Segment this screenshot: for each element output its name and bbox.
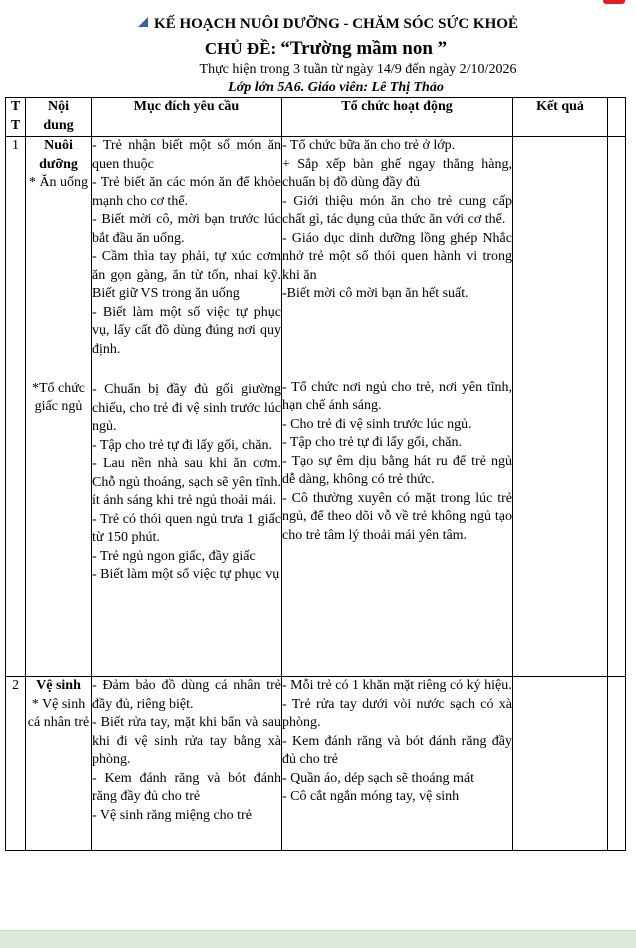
bottom-status-band	[0, 930, 636, 948]
purpose-item: - Cầm thìa tay phải, tự xúc cơm ăn gọn gàng, ăn từ tốn, nhai kỹ. Biết giữ VS trong ăn uống	[92, 249, 281, 301]
activity-item: - Kem đánh răng và bót đánh răng đầy đủ cho trẻ	[282, 733, 512, 767]
purpose-item: - Trẻ nhận biết một số món ăn quen thuộc	[92, 138, 281, 172]
purpose-cell	[92, 137, 282, 677]
table-row	[6, 137, 626, 677]
activity-item: - Tạo sự êm dịu bằng hát ru để trẻ ngủ dễ dàng, không có trẻ thức.	[282, 453, 512, 487]
purpose-cell	[92, 677, 282, 851]
column-header-activities: Tổ chức hoạt động	[282, 98, 513, 137]
extra-cell	[608, 677, 626, 851]
content-main-label: Vệ sinh	[36, 678, 81, 693]
purpose-item: - Trẻ có thói quen ngủ trưa 1 giấc từ 150 phút.	[92, 511, 281, 545]
purpose-item: - Biết rửa tay, mặt khi bẩn và sau khi đi vệ sinh rửa tay bằng xà phòng.	[92, 715, 281, 767]
document-title-text: KẾ HOẠCH NUÔI DƯỠNG - CHĂM SÓC SỨC KHOẺ	[154, 16, 518, 32]
content-sub-label-hygiene: * Vệ sinh cá nhân trẻ	[27, 696, 90, 730]
row-number: 2	[6, 677, 26, 851]
column-header-purpose: Mục đích yêu cầu	[92, 98, 282, 137]
column-header-tt: T T	[6, 98, 26, 137]
theme-label: CHỦ ĐỀ:	[204, 39, 277, 58]
purpose-item: - Tập cho trẻ tự đi lấy gối, chăn.	[92, 437, 272, 453]
purpose-item: - Biết làm một số việc tự phục vụ, lấy cất đồ dùng đúng nơi quy định.	[92, 304, 281, 357]
activity-item: - Tập cho trẻ tự đi lấy gối, chăn.	[282, 435, 462, 450]
row-content-cell	[26, 677, 92, 851]
theme-value: “Trường mầm non ”	[280, 38, 448, 59]
period-line: Thực hiện trong 3 tuần từ ngày 14/9 đến ngày 2/10/2026	[199, 62, 517, 77]
activities-cell	[282, 677, 513, 851]
purpose-item: - Biết làm một số việc tự phục vụ	[92, 567, 280, 582]
window-corner-mark	[603, 0, 625, 4]
theme-line	[8, 38, 636, 60]
activities-cell	[282, 137, 513, 677]
activity-item: - Cho trẻ đi vệ sinh trước lúc ngủ.	[282, 416, 472, 432]
row-content-cell	[26, 137, 92, 677]
purpose-item: - Biết mời cô, mời bạn trước lúc bắt đầu ăn uống.	[92, 212, 281, 246]
table-row	[6, 677, 626, 851]
document-title	[10, 16, 636, 33]
result-cell	[513, 677, 608, 851]
content-main-label: Nuôi dưỡng	[39, 138, 78, 172]
activity-item: - Quần áo, dép sạch sẽ thoáng mát	[282, 770, 475, 786]
activity-item: - Tổ chức nơi ngủ cho trẻ, nơi yên tĩnh, hạn chế ánh sáng.	[282, 379, 512, 413]
activity-item: - Cô cắt ngắn móng tay, vệ sinh	[282, 789, 460, 804]
row-number: 1	[6, 137, 26, 677]
activity-item: - Trẻ rửa tay dưới vòi nước sạch có xà phòng.	[282, 696, 512, 730]
activity-item: - Tổ chức bữa ăn cho trẻ ở lớp.	[282, 138, 456, 153]
activity-item: - Mỗi trẻ có 1 khăn mặt riêng có ký hiệu.	[282, 678, 512, 693]
purpose-item: - Chuẩn bị đầy đủ gối giường chiếu, cho trẻ đi vệ sinh trước lúc ngủ.	[92, 382, 281, 434]
activity-item: + Sắp xếp bàn ghế ngay thẳng hàng, chuẩn bị đồ dùng đầy đủ	[282, 156, 512, 190]
content-sub-label-eating: * Ăn uống	[28, 175, 89, 190]
activity-item: - Giáo dục dinh dưỡng lồng ghép Nhắc nhở trẻ một số thói quen hành vi trong khi ăn	[282, 230, 512, 283]
activity-item: - Giới thiệu món ăn cho trẻ cung cấp chất gì, tác dụng của thức ăn với cơ thể.	[282, 193, 512, 227]
extra-cell	[608, 137, 626, 677]
column-header-extra	[608, 98, 626, 137]
column-header-result: Kết quả	[513, 98, 608, 137]
class-teacher-line: Lớp lớn 5A6. Giáo viên: Lê Thị Thảo	[228, 80, 444, 95]
result-cell	[513, 137, 608, 677]
purpose-item: - Lau nền nhà sau khi ăn cơm. Chỗ ngủ thoáng, sạch sẽ yên tĩnh. ít ánh sáng khi trẻ ngủ thoải mái.	[92, 456, 281, 508]
content-sub-label-sleep: *Tổ chức giấc ngủ	[31, 380, 86, 414]
activity-item: - Cô thường xuyên có mặt trong lúc trẻ ngủ, để theo dõi vỗ về trẻ không ngủ tạo cho trẻ tâm lý thoải mái yên tâm.	[282, 490, 512, 543]
purpose-item: - Vệ sinh răng miệng cho trẻ	[92, 807, 252, 823]
purpose-item: - Kem đánh răng và bót đánh răng đầy đủ cho trẻ	[92, 770, 281, 804]
table-header-row	[6, 98, 626, 137]
column-header-content: Nội dung	[26, 98, 92, 137]
triangle-bullet-icon	[138, 17, 148, 27]
purpose-item: - Trẻ ngủ ngon giấc, đầy giấc	[92, 548, 256, 564]
purpose-item: - Trẻ biết ăn các món ăn để khỏe mạnh cho cơ thể.	[92, 175, 281, 209]
activity-item: -Biết mời cô mời bạn ăn hết suất.	[282, 286, 469, 301]
care-plan-table	[5, 97, 626, 851]
purpose-item: - Đảm bảo đồ dùng cá nhân trẻ đầy đủ, riêng biệt.	[92, 678, 281, 712]
